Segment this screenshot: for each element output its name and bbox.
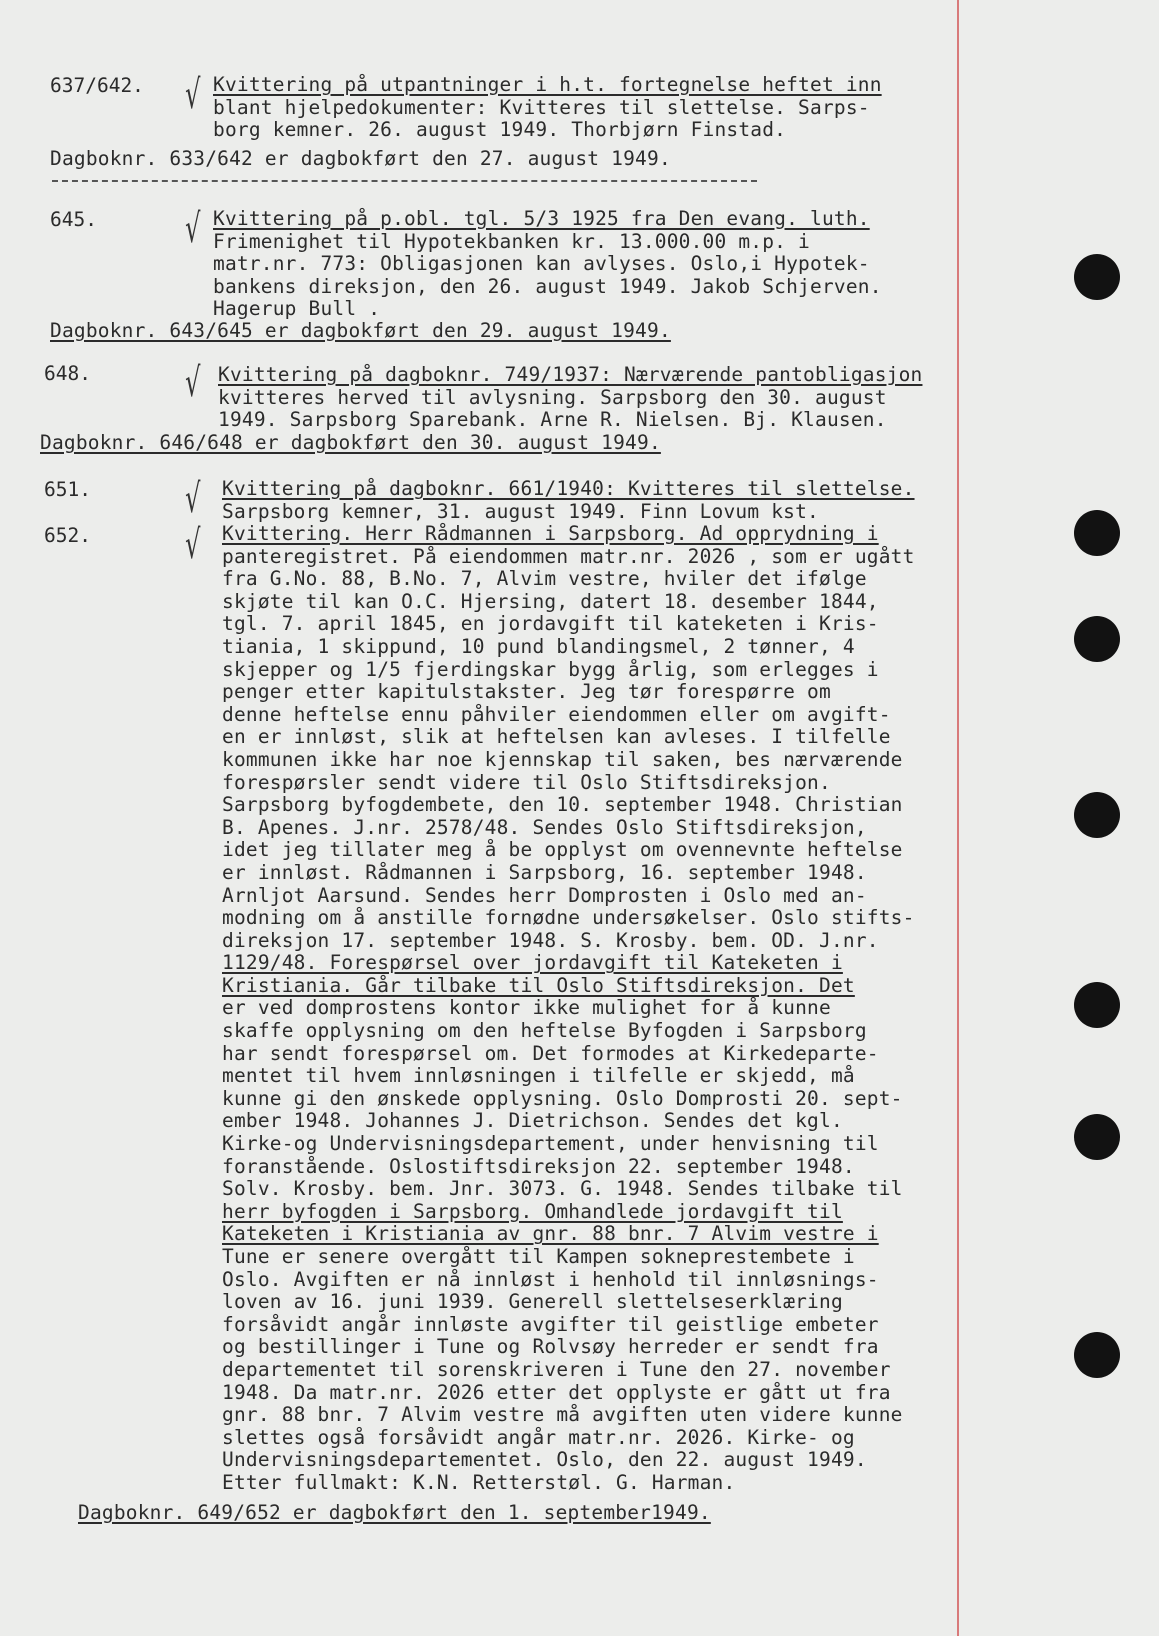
text-line: Kristiania. Går tilbake til Oslo Stiftsdireksjon. Det — [222, 973, 855, 997]
text-line: kommunen ikke har noe kjennskap til saken, bes nærværende — [222, 747, 903, 771]
text-line: kvitteres herved til avlysning. Sarpsborg den 30. august — [218, 385, 887, 409]
entry-text — [222, 478, 915, 523]
text-line: Kvittering på dagboknr. 661/1940: Kvitteres til slettelse. — [222, 477, 915, 500]
punch-hole — [1074, 1332, 1120, 1378]
text-line: Kirke-og Undervisningsdepartement, under henvisning til — [222, 1132, 879, 1156]
text-line: Kateketen i Kristiania av gnr. 88 bnr. 7 Alvim vestre i — [222, 1222, 879, 1246]
text-line: foranstående. Oslostiftsdireksjon 22. september 1948. — [222, 1154, 855, 1178]
punch-hole — [1074, 792, 1120, 838]
check-mark: √ — [185, 72, 201, 118]
text-line: gnr. 88 bnr. 7 Alvim vestre må avgiften uten videre kunne — [222, 1403, 903, 1427]
entry-number: 645. — [50, 208, 97, 231]
text-line: matr.nr. 773: Obligasjonen kan avlyses. Oslo,i Hypotek- — [213, 252, 870, 276]
text-line: og bestillinger i Tune og Rolvsøy herreder er sendt fra — [222, 1335, 879, 1359]
text-line: skjøte til kan O.C. Hjersing, datert 18. desember 1844, — [222, 589, 879, 613]
separator — [52, 180, 757, 182]
check-mark: √ — [185, 206, 201, 252]
text-line: tiania, 1 skippund, 10 pund blandingsmel, 2 tønner, 4 — [222, 634, 855, 658]
text-line: mentet til hvem innløsningen i tilfelle er skjedd, må — [222, 1064, 855, 1088]
text-line: tgl. 7. april 1845, en jordavgift til kateketen i Kris- — [222, 612, 879, 636]
text-line: Etter fullmakt: K.N. Retterstøl. G. Harman. — [222, 1470, 736, 1494]
text-line: Tune er senere overgått til Kampen sokneprestembete i — [222, 1245, 855, 1268]
text-line: loven av 16. juni 1939. Generell slettelseserklæring — [222, 1290, 843, 1314]
text-line: en er innløst, slik at heftelsen kan avleses. I tilfelle — [222, 725, 891, 749]
text-line: Undervisningsdepartementet. Oslo, den 22. august 1949. — [222, 1448, 867, 1472]
margin-rule — [957, 0, 959, 1636]
dagbok-line: Dagboknr. 633/642 er dagbokført den 27. august 1949. — [50, 147, 671, 170]
text-line: slettes også forsåvidt angår matr.nr. 2026. Kirke- og — [222, 1425, 855, 1449]
check-mark: √ — [185, 476, 201, 522]
text-line: blant hjelpedokumenter: Kvitteres til slettelse. Sarps- — [213, 95, 870, 119]
text-line: forespørsler sendt videre til Oslo Stiftsdireksjon. — [222, 770, 831, 794]
punch-hole — [1074, 982, 1120, 1028]
text-line: er innløst. Rådmannen i Sarpsborg, 16. september 1948. — [222, 860, 867, 884]
text-line: modning om å anstille fornødne undersøkelser. Oslo stifts- — [222, 906, 915, 930]
punch-hole — [1074, 616, 1120, 662]
punch-hole — [1074, 1114, 1120, 1160]
text-line: panteregistret. På eiendommen matr.nr. 2026 , som er ugått — [222, 544, 915, 568]
text-line: fra G.No. 88, B.No. 7, Alvim vestre, hviler det ifølge — [222, 567, 867, 591]
punch-hole — [1074, 254, 1120, 300]
entry-number: 651. — [44, 478, 91, 501]
entry-number: 648. — [44, 362, 91, 385]
text-line: penger etter kapitulstakster. Jeg tør forespørre om — [222, 680, 831, 704]
entry-number: 637/642. — [50, 74, 144, 97]
text-line: kunne gi den ønskede opplysning. Oslo Domprosti 20. sept- — [222, 1086, 903, 1110]
text-line: Solv. Krosby. bem. Jnr. 3073. G. 1948. Sendes tilbake til — [222, 1177, 903, 1201]
text-line: er ved domprostens kontor ikke mulighet for å kunne — [222, 996, 831, 1020]
text-line: forsåvidt angår innløste avgifter til geistlige embeter — [222, 1312, 879, 1336]
text-line: Oslo. Avgiften er nå innløst i henhold til innløsnings- — [222, 1267, 879, 1291]
text-line: skaffe opplysning om den heftelse Byfogden i Sarpsborg — [222, 1019, 867, 1043]
text-line: har sendt forespørsel om. Det formodes at Kirkedeparte- — [222, 1041, 879, 1065]
entry-text — [222, 523, 915, 1495]
text-line: ember 1948. Johannes J. Dietrichson. Sendes det kgl. — [222, 1109, 843, 1133]
text-line: denne heftelse ennu påhviler eiendommen eller om avgift- — [222, 702, 891, 726]
text-line: departementet til sorenskriveren i Tune den 27. november — [222, 1357, 891, 1381]
text-line: Kvittering. Herr Rådmannen i Sarpsborg. Ad opprydning i — [222, 522, 879, 545]
dagbok-line: Dagboknr. 646/648 er dagbokført den 30. august 1949. — [40, 431, 661, 454]
text-line: bankens direksjon, den 26. august 1949. Jakob Schjerven. — [213, 274, 882, 298]
entry-text — [213, 74, 882, 142]
entry-text — [218, 364, 922, 432]
text-line: direksjon 17. september 1948. S. Krosby. bem. OD. J.nr. — [222, 928, 879, 952]
text-line: Arnljot Aarsund. Sendes herr Domprosten i Oslo med an- — [222, 883, 867, 907]
check-mark: √ — [185, 360, 201, 406]
punch-hole — [1074, 510, 1120, 556]
entry-number: 652. — [44, 524, 91, 547]
text-line: Kvittering på utpantninger i h.t. fortegnelse heftet inn — [213, 73, 882, 96]
text-line: Sarpsborg byfogdembete, den 10. september 1948. Christian — [222, 793, 903, 817]
text-line: B. Apenes. J.nr. 2578/48. Sendes Oslo Stiftsdireksjon, — [222, 815, 867, 839]
dagbok-line: Dagboknr. 643/645 er dagbokført den 29. august 1949. — [50, 319, 671, 342]
text-line: Sarpsborg kemner, 31. august 1949. Finn Lovum kst. — [222, 499, 819, 523]
text-line: 1948. Da matr.nr. 2026 etter det opplyste er gått ut fra — [222, 1380, 891, 1404]
check-mark: √ — [185, 522, 201, 568]
text-line: 1949. Sarpsborg Sparebank. Arne R. Nielsen. Bj. Klausen. — [218, 408, 887, 432]
dagbok-line: Dagboknr. 649/652 er dagbokført den 1. september1949. — [78, 1501, 711, 1524]
text-line: 1129/48. Forespørsel over jordavgift til Kateketen i — [222, 951, 843, 975]
text-line: Kvittering på p.obl. tgl. 5/3 1925 fra Den evang. luth. — [213, 207, 870, 230]
text-line: Hagerup Bull . — [213, 297, 381, 321]
text-line: Kvittering på dagboknr. 749/1937: Nærværende pantobligasjon — [218, 363, 923, 386]
text-line: skjepper og 1/5 fjerdingskar bygg årlig, som erlegges i — [222, 657, 879, 681]
text-line: herr byfogden i Sarpsborg. Omhandlede jordavgift til — [222, 1199, 843, 1223]
text-line: Frimenighet til Hypotekbanken kr. 13.000.00 m.p. i — [213, 229, 810, 253]
entry-text — [213, 208, 882, 321]
text-line: borg kemner. 26. august 1949. Thorbjørn Finstad. — [213, 118, 787, 142]
text-line: idet jeg tillater meg å be opplyst om ovennevnte heftelse — [222, 838, 903, 862]
